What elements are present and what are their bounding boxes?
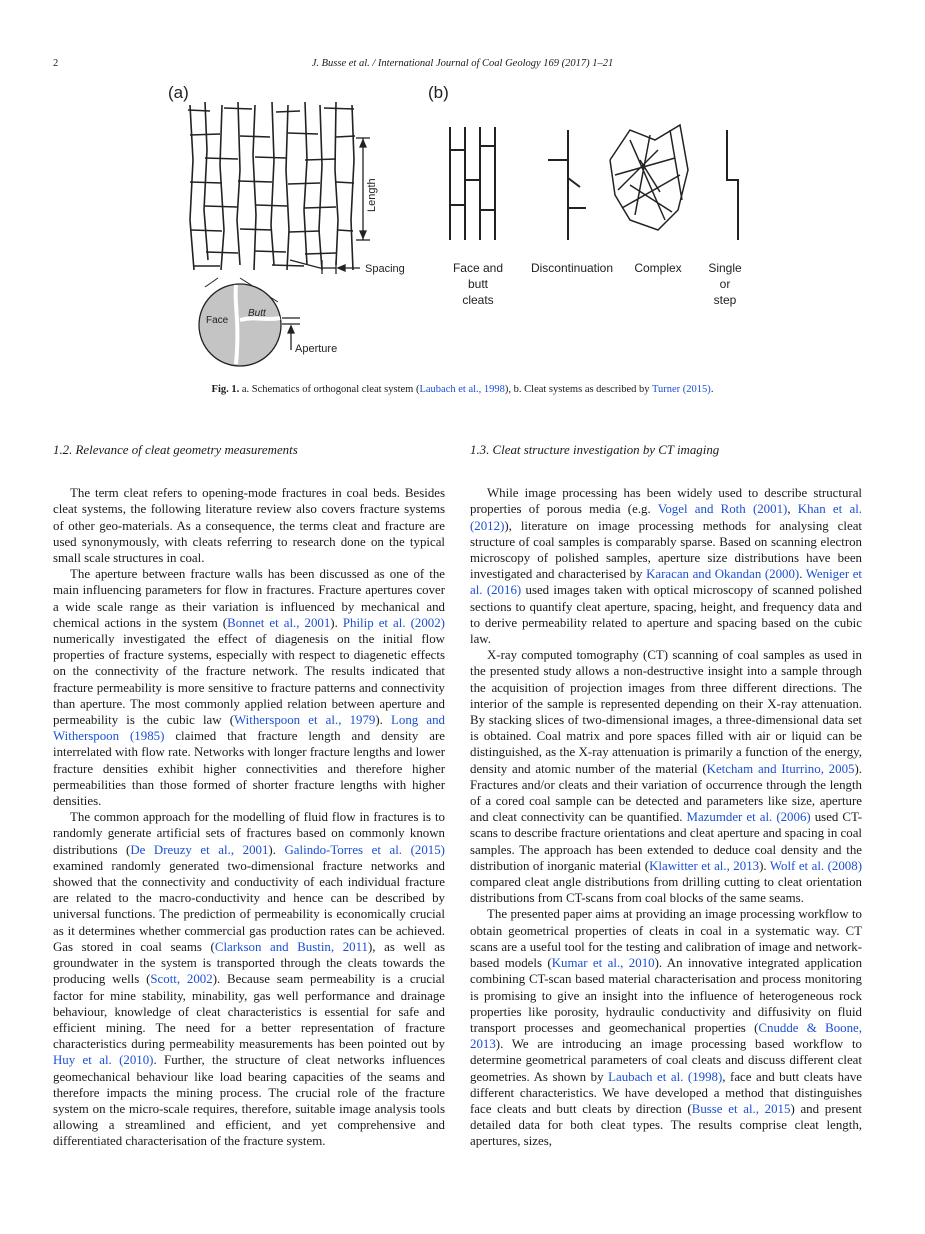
ref-link[interactable]: Laubach et al. (1998) xyxy=(608,1069,723,1084)
panel-b-label: (b) xyxy=(428,83,449,102)
type-face-butt-line2: butt xyxy=(467,277,489,291)
paragraph: The presented paper aims at providing an image processing workflow to obtain geometrical properties of cleats in coal in a systematic way. CT scans are a useful tool for the testing and calibration of image and network-based models (Kumar et al., 2010). An innovative integrated application combining CT-scan based material characterisation and process monitoring is promising to give an insight into the influence of heterogeneous rock properties like porosity, hydraulic conductivity and diffusivity on fluid transport processes and geomechanical properties (Cnudde & Boone, 2013). We are introducing an image processing based workflow to determine geometrical parameters of coal cleats and discuss different cleat geometries. As shown by Laubach et al. (1998), face and butt cleats have different characteristics. We have developed a method that distinguishes face cleats and butt cleats by direction (Busse et al., 2015) and present detailed data for both cleat types. The results comprise cleat length, apertures, sizes, xyxy=(470,907,863,1149)
discontinuation-sketch xyxy=(548,130,586,240)
ref-link[interactable]: Long and Witherspoon (1985) xyxy=(53,713,445,744)
figure-1 xyxy=(160,80,780,375)
type-face-butt-line3: cleats xyxy=(462,293,494,307)
caption-ref-turner[interactable]: Turner (2015) xyxy=(651,384,711,395)
face-and-butt-cleats-sketch xyxy=(450,127,495,240)
paragraph: While image processing has been widely used to describe structural properties of porous media (e.g. Vogel and Roth (2001), Khan et al. (2012)), literature on image processing methods for analysing cleat structure of coal samples is comparably sparse. Based on scanning electron microscopy of polished samples, aperture size distributions have been investigated and characterised by Karacan and Okandan (2000). Weniger et al. (2016) used images taken with optical microscopy of scanned polished sections to quantify cleat aperture, spacing, height, and frequency data and to derive permeability related to aperture and spacing based on the cubic law. xyxy=(470,486,862,647)
paragraph: X-ray computed tomography (CT) scanning of coal samples as used in the presented study allows a non-destructive insight into a sample through the acquisition of projection images from three different directions. The interior of the sample is represented depending on their X-ray attenuation. By stacking slices of two-dimensional images, a three-dimensional data set is obtained. Coal matrix and pore spaces filled with air or liquid can be distinguished, as the X-ray attenuation is primarily a function of the energy, density and atomic number of the material (Ketcham and Iturrino, 2005). Fractures and/or cleats and their variation of occurrence through the length of a cored coal sample can be detected and parameters like size, aperture and cleat connectivity can be quantified. Mazumder et al. (2006) used CT-scans to describe fracture orientations and cleat aperture and spacing in coal samples. The approach has been extended to deduce coal density and the distribution of inorganic material (Klawitter et al., 2013). Wolf et al. (2008) compared cleat angle distributions from drilling cutting to cleat orientation distributions from CT-scans from coal blocks of the same seams. xyxy=(470,648,862,906)
ref-link[interactable]: Ketcham and Iturrino, 2005 xyxy=(706,761,855,776)
type-single-line1: Single xyxy=(708,261,742,275)
ref-link[interactable]: Klawitter et al., 2013 xyxy=(649,858,760,873)
cleat-network-schematic xyxy=(188,102,355,270)
panel-a-label: (a) xyxy=(168,83,189,102)
spacing-label: Spacing xyxy=(365,263,405,275)
face-label: Face xyxy=(206,315,229,326)
single-or-step-sketch xyxy=(727,130,738,240)
caption-ref-laubach[interactable]: Laubach et al., 1998 xyxy=(419,384,505,395)
ref-link[interactable]: Busse et al., 2015 xyxy=(691,1101,791,1116)
type-discontinuation: Discontinuation xyxy=(530,261,614,275)
ref-link[interactable]: Clarkson and Bustin, 2011 xyxy=(214,939,368,954)
caption-label: Fig. 1. xyxy=(211,384,240,395)
ref-link[interactable]: Huy et al. (2010) xyxy=(53,1053,154,1068)
ref-link[interactable]: De Dreuzy et al., 2001 xyxy=(130,842,269,857)
type-single-line3: step xyxy=(713,293,737,307)
right-column xyxy=(470,442,862,1150)
section-title-1-3: 1.3. Cleat structure investigation by CT imaging xyxy=(470,443,720,457)
ref-link[interactable]: Wolf et al. (2008) xyxy=(769,858,862,873)
ref-link[interactable]: Kumar et al., 2010 xyxy=(551,956,655,971)
ref-link[interactable]: Cnudde & Boone, 2013 xyxy=(470,1020,862,1052)
page-number: 2 xyxy=(53,58,59,69)
section-title-1-2: 1.2. Relevance of cleat geometry measurements xyxy=(53,443,298,457)
ref-link[interactable]: Karacan and Okandan (2000) xyxy=(646,567,800,582)
type-single-line2: or xyxy=(719,277,731,291)
type-complex: Complex xyxy=(634,261,682,275)
aperture-label: Aperture xyxy=(295,343,338,355)
ref-link[interactable]: Weniger et al. (2016) xyxy=(470,567,862,598)
ref-link[interactable]: Bonnet et al., 2001 xyxy=(227,615,331,630)
paragraph: The term cleat refers to opening-mode fractures in coal beds. Besides cleat systems, the following literature review also covers fracture systems of other geo-materials. As a consequence, the terms cleat and fracture are used synonymously, with cleats referring to research done on the typical small scale structures in coal. xyxy=(53,486,445,566)
complex-sketch xyxy=(610,125,688,230)
type-face-butt-line1: Face and xyxy=(452,261,504,275)
journal-citation: J. Busse et al. / International Journal of Coal Geology 169 (2017) 1–21 xyxy=(311,58,614,69)
ref-link[interactable]: Philip et al. (2002) xyxy=(342,615,445,630)
ref-link[interactable]: Witherspoon et al., 1979 xyxy=(234,713,376,728)
figure-caption: Fig. 1. a. Schematics of orthogonal cleat system (Laubach et al., 1998), b. Cleat systems as described by Turner (2015). xyxy=(211,384,714,395)
ref-link[interactable]: Khan et al. (2012) xyxy=(470,502,862,533)
paragraph: The aperture between fracture walls has been discussed as one of the main influencing parameters for flow in fractures. Fracture apertures cover a wide scale range as their variation is influenced by mechanical and chemical actions in the system (Bonnet et al., 2001). Philip et al. (2002) numerically investigated the effect of diagenesis on the initial flow properties of fracture systems, especially with respect to diagenetic effects on the connectivity of the fracture network. The results indicated that fracture permeability is more sensitive to fracture patterns and connectivity than aperture. The most commonly applied relation between aperture and permeability is the cubic law (Witherspoon et al., 1979). Long and Witherspoon (1985) claimed that fracture length and density are interrelated with flow rate. Networks with longer fracture lengths and lower fracture densities exhibit higher connectivities and therefore higher permeabilities than those formed of shorter fracture lengths with higher densities. xyxy=(53,567,445,809)
ref-link[interactable]: Galindo-Torres et al. (2015) xyxy=(284,842,445,857)
butt-label: Butt xyxy=(248,308,266,319)
length-label: Length xyxy=(366,178,378,212)
ref-link[interactable]: Scott, 2002 xyxy=(150,972,213,987)
paragraph: The common approach for the modelling of fluid flow in fractures is to randomly generate artificial sets of fractures based on commonly known distributions (De Dreuzy et al., 2001). Galindo-Torres et al. (2015) examined randomly generated two-dimensional fracture networks and showed that the connectivity and conductivity of each individual fracture are related to the macro-conductivity and hence can be described by universal functions. The prediction of permeability is economically crucial as it determines whether commercial gas production rates can be achieved. Gas stored in coal seams (Clarkson and Bustin, 2011), as well as groundwater in the system is transported through the cleats towards the producing wells (Scott, 2002). Because seam permeability is a crucial factor for mine stability, minability, gas well performance and drainage behaviour, knowledge of cleat characteristics is essential for safe and efficient mining. The need for a better representation of fracture characteristics during permeability measurements has been pointed out by Huy et al. (2010). Further, the structure of cleat networks influences geomechanical behaviour like load bearing capacities of the seams and therefore impacts the mining process. The crucial role of the fracture system on the micro-scale requires, therefore, suitable image analysis tools allowing a streamlined and efficient, and yet comprehensive and differentiated characterisation of the fracture system. xyxy=(53,810,445,1149)
ref-link[interactable]: Vogel and Roth (2001) xyxy=(657,502,788,517)
left-column xyxy=(53,442,445,1150)
ref-link[interactable]: Mazumder et al. (2006) xyxy=(686,810,811,825)
page-header xyxy=(0,58,925,72)
